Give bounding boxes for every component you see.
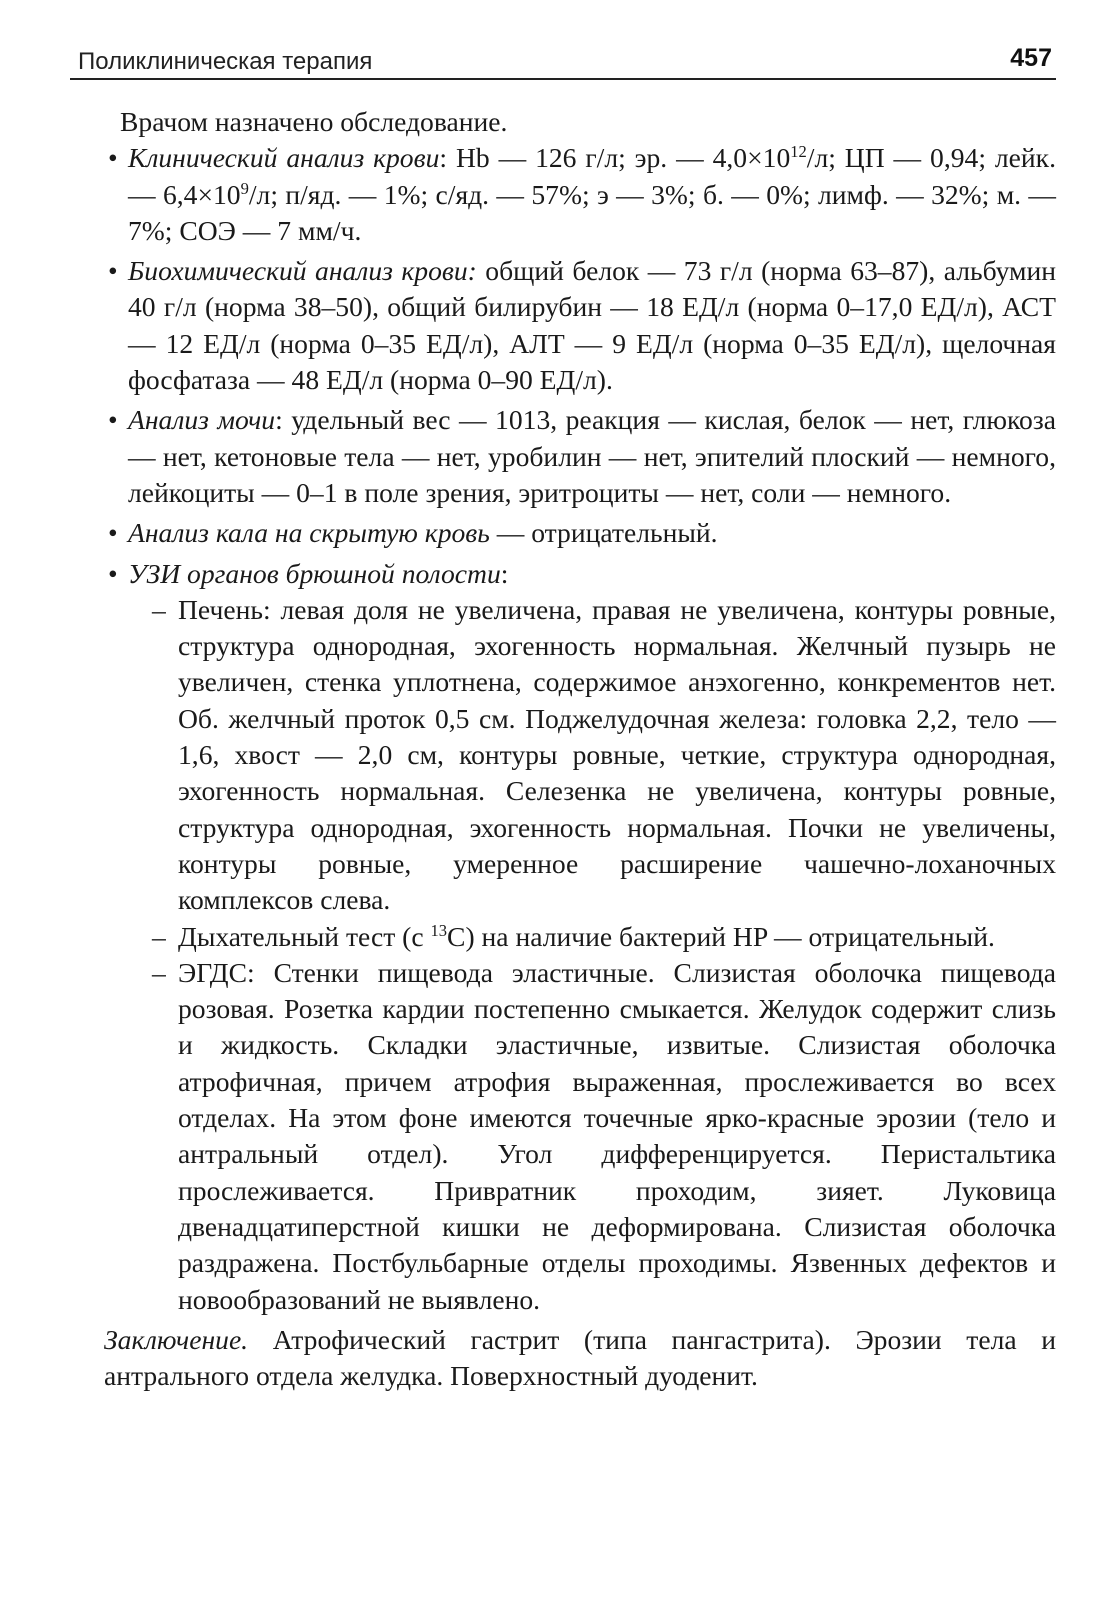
running-header bbox=[70, 44, 1056, 80]
exam-ultrasound: • УЗИ органов брюшной полости: – Печень: левая доля не увеличена, правая не увеличена, контуры ровные, структура однородная, эхогенность нормальная. Желчный пузырь не увеличен, стенка уплотнена, содержимое анэхогенно, конкрементов нет. Об. желчный проток 0,5 см. Поджелудочная железа: головка 2,2, тело — 1,6, хвост — 2,0 см, контуры ровные, четкие, структура однородная, эхогенность нормальная. Селезенка не увеличена, контуры ровные, структура однородная, эхогенность нормальная. Почки не увеличены, контуры ровные, умеренное расширение чашечно-лоханочных комплексов слева. – Дыхательный тест (с $^{13}$C) на наличие бактерий HP — отрицательный. – ЭГДС: Стенки пищевода эластичные. Слизистая оболочка пищевода розовая. Розетка кардии постепенно смыкается. Желудок содержит слизь и жидкость. Складки эластичные, извитые. Слизистая оболочка атрофичная, причем атрофия выраженная, прослеживается во всех отделах. На этом фоне имеются точечные ярко-красные эрозии (тело и антральный отдел). Угол дифференцируется. Перистальтика прослеживается. Привратник проходим, зияет. Луковица двенадцатиперстной кишки не деформирована. Слизистая оболочка раздражена. Постбульбарные отделы проходимы. Язвенных дефектов и новообразований не выявлено. bbox=[104, 556, 1056, 1318]
exam-list bbox=[104, 140, 1056, 1318]
us-egds-item: – ЭГДС: Стенки пищевода эластичные. Слизистая оболочка пищевода розовая. Розетка кардии постепенно смыкается. Желудок содержит слизь и жидкость. Складки эластичные, извитые. Слизистая оболочка атрофичная, причем атрофия выраженная, прослеживается во всех отделах. На этом фоне имеются точечные ярко-красные эрозии (тело и антральный отдел). Угол дифференцируется. Перистальтика прослеживается. Привратник проходим, зияет. Луковица двенадцатиперстной кишки не деформирована. Слизистая оболочка раздражена. Постбульбарные отделы проходимы. Язвенных дефектов и новообразований не выявлено. bbox=[128, 955, 1056, 1318]
exam-urine-label: Анализ мочи bbox=[128, 404, 276, 436]
exam-cbc-label: Клинический анализ крови bbox=[128, 142, 440, 174]
exam-stool: • Анализ кала на скрытую кровь — отрицательный. bbox=[104, 515, 1056, 551]
conclusion-paragraph: Заключение. Атрофический гастрит (типа пангастрита). Эрозии тела и антрального отдела желудка. Поверхностный дуоденит. bbox=[104, 1323, 1056, 1392]
page-number: 457 bbox=[1010, 44, 1052, 72]
exam-cbc: • Клинический анализ крови: Hb — 126 г/л; эр. — $4,0\times 10^{12}/л$; ЦП — 0,94; лейк. — $6,4\times 10^9/л$; п/яд. — 1%; с/яд. — 57%; э — 3%; б. — 0%; лимф. — 32%; м. — 7%; СОЭ — 7 мм/ч. bbox=[104, 140, 1056, 249]
us-breath-test-item: – Дыхательный тест (с $^{13}$C) на наличие бактерий HP — отрицательный. bbox=[128, 919, 1056, 955]
running-title: Поликлиническая терапия bbox=[78, 48, 373, 75]
conclusion-label: Заключение. bbox=[104, 1323, 249, 1355]
exam-stool-label: Анализ кала на скрытую кровь bbox=[128, 517, 490, 549]
page-body bbox=[104, 104, 1056, 1394]
us-liver-item: – Печень: левая доля не увеличена, правая не увеличена, контуры ровные, структура однородная, эхогенность нормальная. Желчный пузырь не увеличен, стенка уплотнена, содержимое анэхогенно, конкрементов нет. Об. желчный проток 0,5 см. Поджелудочная железа: головка 2,2, тело — 1,6, хвост — 2,0 см, контуры ровные, четкие, структура однородная, эхогенность нормальная. Селезенка не увеличена, контуры ровные, структура однородная, эхогенность нормальная. Почки не увеличены, контуры ровные, умеренное расширение чашечно-лоханочных комплексов слева. bbox=[128, 592, 1056, 919]
ultrasound-sublist bbox=[128, 592, 1056, 1318]
exam-biochem-label: Биохимический анализ крови: bbox=[128, 255, 477, 287]
exam-biochem: • Биохимический анализ крови: общий белок — 73 г/л (норма 63–87), альбумин 40 г/л (норма 38–50), общий билирубин — 18 ЕД/л (норма 0–17,0 ЕД/л), АСТ — 12 ЕД/л (норма 0–35 ЕД/л), АЛТ — 9 ЕД/л (норма 0–35 ЕД/л), щелочная фосфатаза — 48 ЕД/л (норма 0–90 ЕД/л). bbox=[104, 253, 1056, 398]
intro-paragraph: Врачом назначено обследование. bbox=[120, 106, 508, 137]
exam-ultrasound-label: УЗИ органов брюшной полости bbox=[128, 557, 501, 589]
exam-urine: • Анализ мочи: удельный вес — 1013, реакция — кислая, белок — нет, глюкоза — нет, кетоновые тела — нет, уробилин — нет, эпителий плоский — немного, лейкоциты — 0–1 в поле зрения, эритроциты — нет, соли — немного. bbox=[104, 402, 1056, 511]
